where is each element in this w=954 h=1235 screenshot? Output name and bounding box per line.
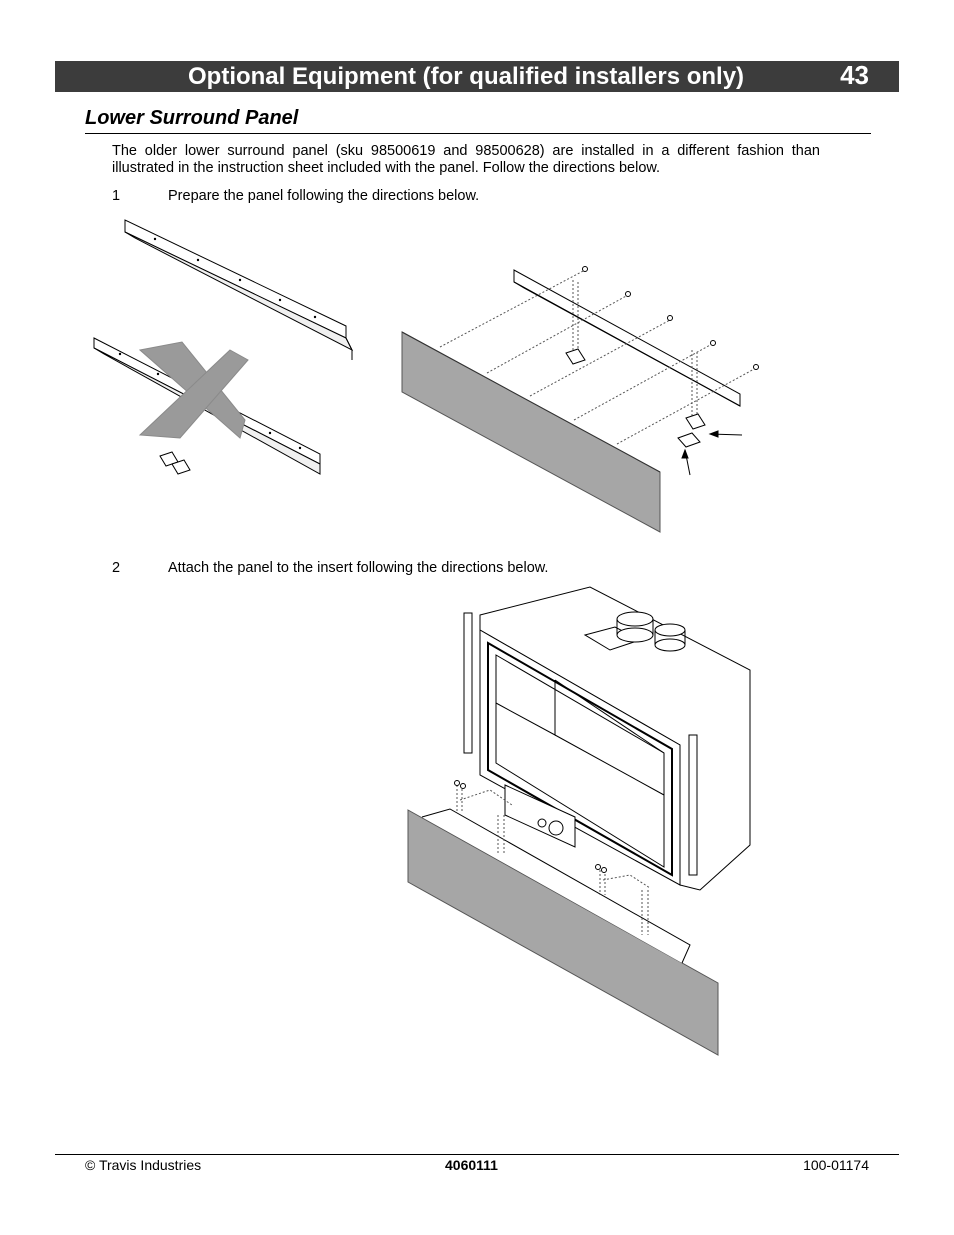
x-mark-icon bbox=[140, 342, 248, 438]
step-2 bbox=[112, 560, 548, 577]
page-title: Optional Equipment (for qualified installers only) bbox=[188, 63, 745, 90]
surround-panel bbox=[402, 332, 660, 532]
intro-paragraph: The older lower surround panel (sku 98500619 and 98500628) are installed in a different fashion than illustrated in the instruction sheet included with the panel. Follow the directions below. bbox=[112, 143, 820, 176]
page-number: 43 bbox=[840, 60, 869, 90]
footer-copyright: © Travis Industries bbox=[85, 1157, 202, 1173]
step-number: 2 bbox=[112, 560, 121, 576]
footer-part-number: 100-01174 bbox=[803, 1157, 869, 1173]
bracket-preparation-illustration bbox=[80, 210, 880, 540]
page-header-bar bbox=[55, 61, 899, 92]
step-text: Prepare the panel following the directions below. bbox=[168, 188, 480, 204]
step-number: 1 bbox=[112, 188, 121, 204]
screws bbox=[583, 267, 759, 370]
bracket-right bbox=[514, 270, 740, 406]
step-1 bbox=[112, 188, 479, 205]
footer-document-number: 4060111 bbox=[445, 1157, 498, 1173]
insert-installation-illustration bbox=[400, 585, 780, 1060]
step-text: Attach the panel to the insert following the directions below. bbox=[168, 560, 549, 576]
small-clips bbox=[160, 452, 190, 474]
insert-body bbox=[480, 587, 750, 890]
bracket-correct bbox=[125, 220, 352, 360]
section-divider bbox=[85, 133, 871, 134]
section-title: Lower Surround Panel bbox=[85, 107, 299, 129]
footer-divider bbox=[55, 1154, 899, 1155]
